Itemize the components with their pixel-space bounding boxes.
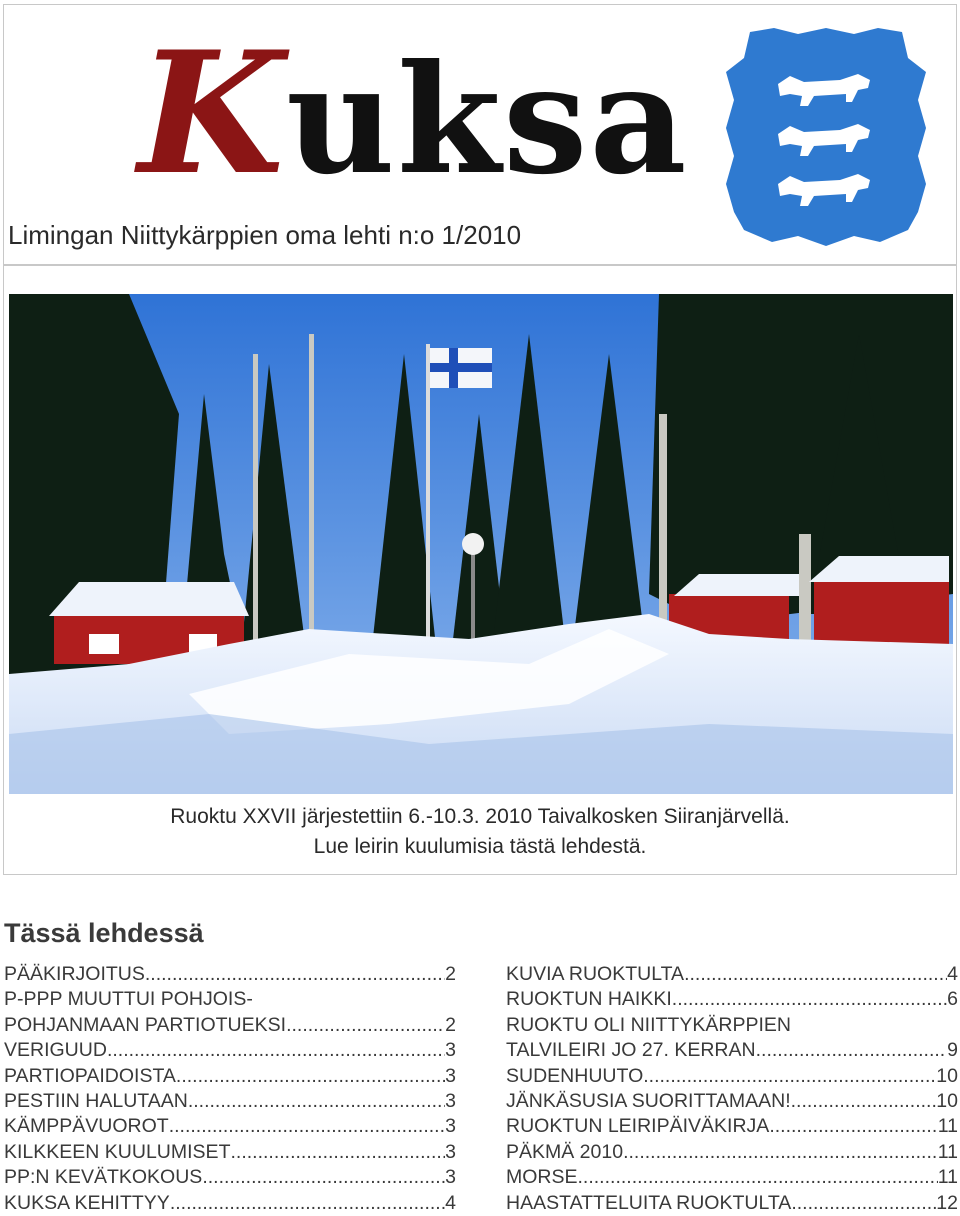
toc-leader-dots <box>643 1064 936 1089</box>
toc-page-number: 10 <box>936 1090 958 1113</box>
toc-page-number: 6 <box>947 988 958 1011</box>
toc-leader-dots <box>169 1114 445 1139</box>
toc-page-number: 4 <box>445 1191 456 1214</box>
toc-entry[interactable] <box>4 1191 456 1216</box>
logo-text: uksa <box>286 32 689 208</box>
toc-leader-dots <box>791 1089 937 1114</box>
toc-leader-dots <box>230 1140 445 1165</box>
toc-page-number: 9 <box>947 1039 958 1062</box>
toc-leader-dots <box>756 1038 948 1063</box>
toc-entry[interactable] <box>4 987 456 1012</box>
toc-leader-dots <box>145 962 445 987</box>
toc-entry-title: PP:N KEVÄTKOKOUS <box>4 1166 203 1189</box>
toc-entry[interactable] <box>506 1140 958 1165</box>
toc-page-number: 3 <box>445 1166 456 1189</box>
toc-left-column <box>4 962 456 1216</box>
toc-entry-title: SUDENHUUTO <box>506 1064 644 1087</box>
cover-photo <box>9 294 953 794</box>
toc-leader-dots <box>286 1013 445 1038</box>
toc-entry[interactable] <box>4 1165 456 1190</box>
issue-subtitle: Limingan Niittykärppien oma lehti n:o 1/2010 <box>8 220 522 250</box>
toc-leader-dots <box>684 962 947 987</box>
toc-entry[interactable] <box>4 962 456 987</box>
toc-entry-title: RUOKTUN HAIKKI <box>506 988 672 1011</box>
toc-page-number: 4 <box>947 963 958 985</box>
toc-entry-title: KILKKEEN KUULUMISET <box>4 1140 231 1163</box>
toc-entry-title: PÄÄKIRJOITUS <box>4 963 145 985</box>
toc-page-number: 11 <box>937 1115 958 1138</box>
toc-entry[interactable] <box>4 1064 456 1089</box>
toc-entry-title: VERIGUUD <box>4 1039 107 1062</box>
cover-caption-line-2: Lue leirin kuulumisia tästä lehdestä. <box>313 835 647 858</box>
cover-caption-line-1: Ruoktu XXVII järjestettiin 6.-10.3. 2010 Taivalkosken Siiranjärvellä. <box>170 805 790 828</box>
toc-entry-title: PESTIIN HALUTAAN <box>4 1090 188 1113</box>
toc-leader-dots <box>176 1064 445 1089</box>
toc-page-number: 2 <box>445 963 456 985</box>
toc-entry-title: RUOKTU OLI NIITTYKÄRPPIEN <box>506 1013 791 1036</box>
toc-leader-dots <box>202 1165 445 1190</box>
toc-entry[interactable] <box>506 1165 958 1190</box>
toc-page-number: 3 <box>445 1140 456 1163</box>
toc-right-column <box>506 962 958 1216</box>
toc-entry[interactable] <box>506 1064 958 1089</box>
toc-entry[interactable] <box>4 1089 456 1114</box>
toc-leader-dots <box>672 987 947 1012</box>
toc-page-number: 3 <box>445 1064 456 1087</box>
toc-entry-title: POHJANMAAN PARTIOTUEKSI <box>4 1013 287 1036</box>
toc-entry[interactable] <box>4 1013 456 1038</box>
toc-entry[interactable] <box>4 1114 456 1139</box>
toc-entry-title: RUOKTUN LEIRIPÄIVÄKIRJA <box>506 1115 770 1138</box>
toc-entry-title: TALVILEIRI JO 27. KERRAN <box>506 1039 756 1062</box>
toc-entry-title: PARTIOPAIDOISTA <box>4 1064 176 1087</box>
toc-page-number: 11 <box>937 1166 958 1189</box>
toc-leader-dots <box>107 1038 445 1063</box>
toc-entry[interactable] <box>4 1038 456 1063</box>
toc-entry-title: HAASTATTELUITA RUOKTULTA <box>506 1191 792 1214</box>
toc-entry-title: KÄMPPÄVUOROT <box>4 1115 169 1138</box>
toc-page-number: 12 <box>936 1191 958 1214</box>
toc-entry[interactable] <box>506 987 958 1012</box>
toc-heading: Tässä lehdessä <box>4 918 204 948</box>
toc-entry-title: KUKSA KEHITTYY <box>4 1191 170 1214</box>
toc-entry[interactable] <box>506 962 958 987</box>
toc-entry[interactable] <box>506 1191 958 1216</box>
toc-page-number: 3 <box>445 1115 456 1138</box>
toc-leader-dots <box>791 1191 936 1216</box>
toc-entry[interactable] <box>506 1038 958 1063</box>
toc-page-number: 2 <box>445 1013 456 1036</box>
toc-leader-dots <box>188 1089 445 1114</box>
coat-of-arms-emblem <box>720 24 932 250</box>
toc-entry-title: MORSE <box>506 1166 578 1189</box>
toc-entry-title: PÄKMÄ 2010 <box>506 1140 624 1163</box>
toc-leader-dots <box>769 1114 937 1139</box>
toc-page-number: 11 <box>937 1140 958 1163</box>
toc-entry-title: JÄNKÄSUSIA SUORITTAMAAN! <box>506 1090 791 1113</box>
toc-entry[interactable] <box>506 1114 958 1139</box>
toc-entry[interactable] <box>506 1089 958 1114</box>
toc-entry[interactable] <box>4 1140 456 1165</box>
toc-page-number: 3 <box>445 1090 456 1113</box>
toc-leader-dots <box>623 1140 938 1165</box>
toc-entry[interactable] <box>506 1013 958 1038</box>
toc-entry-title: KUVIA RUOKTULTA <box>506 963 685 985</box>
toc-entry-title: P-PPP MUUTTUI POHJOIS- <box>4 988 253 1011</box>
toc-leader-dots <box>170 1191 445 1216</box>
toc-page-number: 3 <box>445 1039 456 1062</box>
toc-leader-dots <box>578 1165 938 1190</box>
toc-page-number: 10 <box>936 1064 958 1087</box>
logo-initial: K <box>138 14 287 212</box>
magazine-logo <box>138 14 689 212</box>
